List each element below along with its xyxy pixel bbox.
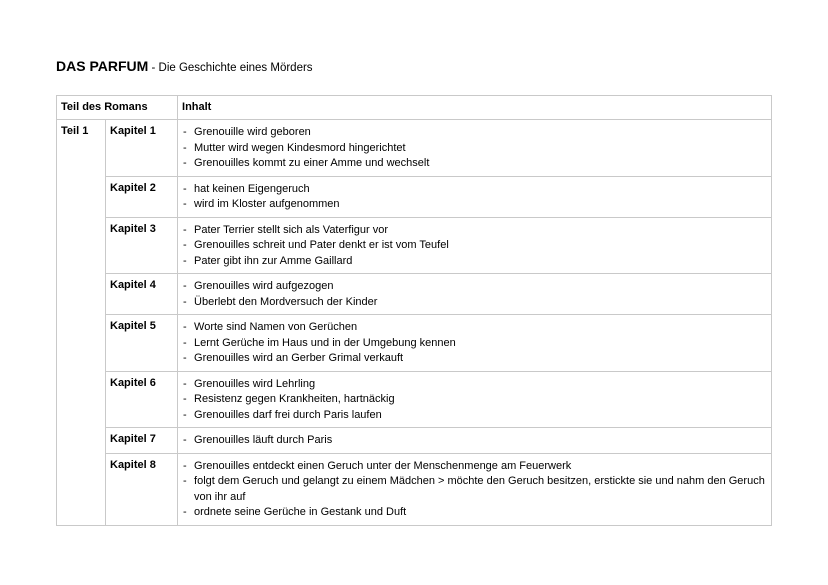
- document-title: [56, 58, 313, 74]
- list-item: - Grenouilles schreit und Pater denkt er ist vom Teufel: [182, 238, 767, 254]
- list-item: - folgt dem Geruch und gelangt zu einem Mädchen > möchte den Geruch besitzen, erstickte sie und nahm den Geruch von ihr auf: [182, 474, 767, 505]
- list-item: - Grenouilles wird Lehrling: [182, 377, 767, 393]
- title-subtitle: - Die Geschichte eines Mörders: [148, 62, 313, 74]
- list-item: - Worte sind Namen von Gerüchen: [182, 320, 767, 336]
- chapter-content: [178, 274, 772, 315]
- list-item: - Pater Terrier stellt sich als Vaterfigur vor: [182, 223, 767, 239]
- chapter-name: Kapitel 2: [106, 176, 178, 217]
- chapter-name: Kapitel 7: [106, 428, 178, 454]
- chapter-content: [178, 371, 772, 428]
- chapter-table: [56, 95, 772, 526]
- list-item: - Grenouilles wird aufgezogen: [182, 279, 767, 295]
- chapter-name: Kapitel 1: [106, 120, 178, 177]
- chapter-name: Kapitel 5: [106, 315, 178, 372]
- content-list: [182, 125, 767, 172]
- table-row: [57, 120, 772, 177]
- list-item: - Überlebt den Mordversuch der Kinder: [182, 295, 767, 311]
- table-row: [57, 371, 772, 428]
- table-row: [57, 176, 772, 217]
- table-row: [57, 315, 772, 372]
- title-main: DAS PARFUM: [56, 58, 149, 74]
- list-item: - Grenouilles läuft durch Paris: [182, 433, 767, 449]
- chapter-content: [178, 315, 772, 372]
- chapter-content: [178, 217, 772, 274]
- chapter-content: [178, 176, 772, 217]
- chapter-name: Kapitel 6: [106, 371, 178, 428]
- content-list: [182, 279, 767, 310]
- chapter-name: Kapitel 8: [106, 453, 178, 525]
- chapter-name: Kapitel 3: [106, 217, 178, 274]
- chapter-name: Kapitel 4: [106, 274, 178, 315]
- list-item: - wird im Kloster aufgenommen: [182, 197, 767, 213]
- part-label: Teil 1: [57, 120, 106, 526]
- list-item: - Lernt Gerüche im Haus und in der Umgebung kennen: [182, 336, 767, 352]
- list-item: - Pater gibt ihn zur Amme Gaillard: [182, 254, 767, 270]
- content-list: [182, 459, 767, 521]
- table-row: [57, 274, 772, 315]
- list-item: - Grenouilles entdeckt einen Geruch unter der Menschenmenge am Feuerwerk: [182, 459, 767, 475]
- list-item: - Resistenz gegen Krankheiten, hartnäckig: [182, 392, 767, 408]
- list-item: - Grenouilles darf frei durch Paris laufen: [182, 408, 767, 424]
- chapter-content: [178, 428, 772, 454]
- chapter-content: [178, 120, 772, 177]
- list-item: - Grenouilles kommt zu einer Amme und wechselt: [182, 156, 767, 172]
- content-list: [182, 320, 767, 367]
- list-item: - Grenouille wird geboren: [182, 125, 767, 141]
- list-item: - Mutter wird wegen Kindesmord hingerichtet: [182, 141, 767, 157]
- content-list: [182, 433, 767, 449]
- table-row: [57, 217, 772, 274]
- content-list: [182, 223, 767, 270]
- content-list: [182, 182, 767, 213]
- list-item: - hat keinen Eigengeruch: [182, 182, 767, 198]
- list-item: - ordnete seine Gerüche in Gestank und Duft: [182, 505, 767, 521]
- table-header-row: [57, 96, 772, 120]
- header-part: Teil des Romans: [57, 96, 178, 120]
- table-row: [57, 453, 772, 525]
- header-content: Inhalt: [178, 96, 772, 120]
- list-item: - Grenouilles wird an Gerber Grimal verkauft: [182, 351, 767, 367]
- content-list: [182, 377, 767, 424]
- chapter-content: [178, 453, 772, 525]
- table-row: [57, 428, 772, 454]
